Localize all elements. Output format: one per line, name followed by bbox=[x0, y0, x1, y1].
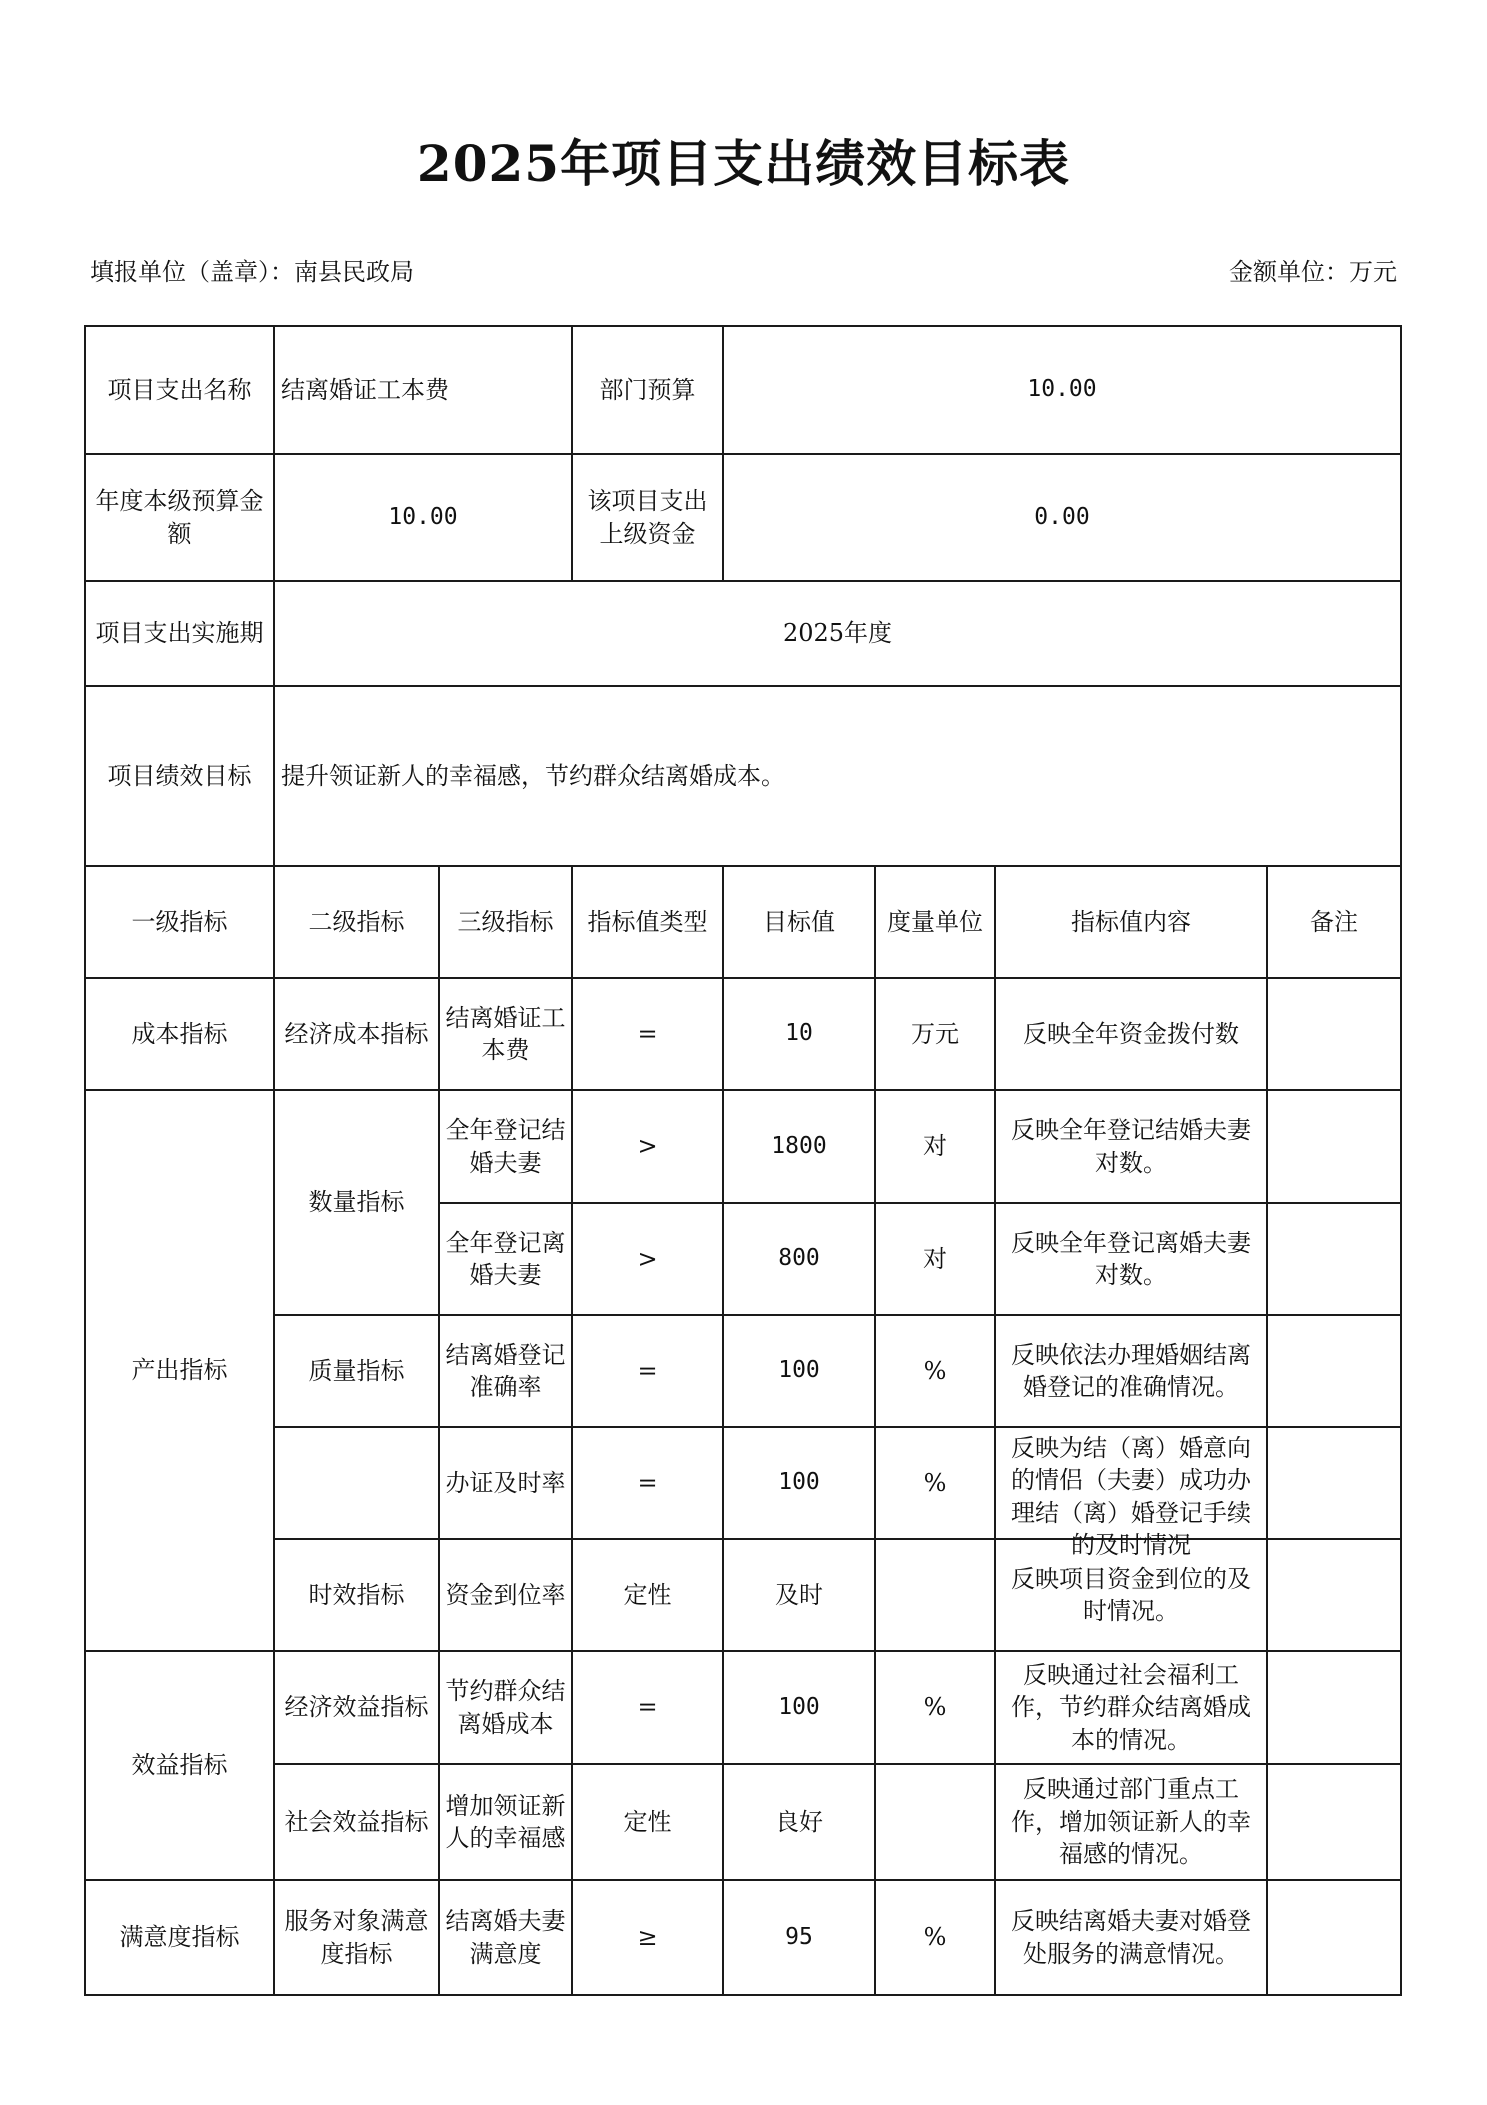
note-cell bbox=[1267, 1764, 1401, 1880]
table-row bbox=[85, 1427, 1401, 1539]
column-header-row bbox=[85, 866, 1401, 978]
column-header: 三级指标 bbox=[439, 866, 572, 978]
type-cell: > bbox=[572, 1090, 723, 1203]
note-cell bbox=[1267, 1203, 1401, 1315]
target-cell: 及时 bbox=[723, 1539, 875, 1651]
annual-budget-label: 年度本级预算金额 bbox=[85, 454, 274, 581]
performance-table bbox=[84, 325, 1402, 1996]
content-cell: 反映通过社会福利工作，节约群众结离婚成本的情况。 bbox=[995, 1651, 1267, 1764]
group-benefit: 效益指标 bbox=[85, 1651, 274, 1880]
subgroup-timeliness: 时效指标 bbox=[274, 1539, 439, 1651]
unit-cell: % bbox=[875, 1651, 995, 1764]
column-header: 一级指标 bbox=[85, 866, 274, 978]
indicator-cell: 结离婚夫妻满意度 bbox=[439, 1880, 572, 1995]
goal-label: 项目绩效目标 bbox=[85, 686, 274, 866]
type-cell: = bbox=[572, 1427, 723, 1539]
reporting-unit: 填报单位（盖章）：南县民政局 bbox=[90, 258, 414, 286]
indicator-cell: 增加领证新人的幸福感 bbox=[439, 1764, 572, 1880]
indicator-cell: 资金到位率 bbox=[439, 1539, 572, 1651]
unit-cell bbox=[875, 1539, 995, 1651]
amount-unit: 金额单位：万元 bbox=[1229, 258, 1397, 286]
type-cell: = bbox=[572, 1651, 723, 1764]
content-cell: 反映全年登记离婚夫妻对数。 bbox=[995, 1203, 1267, 1315]
target-cell: 100 bbox=[723, 1427, 875, 1539]
unit-cell: % bbox=[875, 1315, 995, 1427]
project-name-label: 项目支出名称 bbox=[85, 326, 274, 454]
table-row bbox=[85, 1651, 1401, 1764]
target-cell: 1800 bbox=[723, 1090, 875, 1203]
content-cell: 反映全年登记结婚夫妻对数。 bbox=[995, 1090, 1267, 1203]
type-cell: ≥ bbox=[572, 1880, 723, 1995]
indicator-cell: 办证及时率 bbox=[439, 1427, 572, 1539]
note-cell bbox=[1267, 978, 1401, 1090]
note-cell bbox=[1267, 1539, 1401, 1651]
note-cell bbox=[1267, 1090, 1401, 1203]
content-cell bbox=[995, 1427, 1267, 1560]
project-name-value: 结离婚证工本费 bbox=[274, 326, 572, 454]
dept-budget-value: 10.00 bbox=[723, 326, 1401, 454]
unit-cell: 对 bbox=[875, 1203, 995, 1315]
superior-funds-label: 该项目支出上级资金 bbox=[572, 454, 723, 581]
group-output: 产出指标 bbox=[85, 1090, 274, 1651]
table-row bbox=[85, 1764, 1401, 1880]
indicator-cell: 全年登记结婚夫妻 bbox=[439, 1090, 572, 1203]
subgroup-economic-benefit: 经济效益指标 bbox=[274, 1651, 439, 1764]
indicator-cell: 全年登记离婚夫妻 bbox=[439, 1203, 572, 1315]
target-cell: 95 bbox=[723, 1880, 875, 1995]
table-row bbox=[85, 1090, 1401, 1203]
content-cell: 反映通过部门重点工作，增加领证新人的幸福感的情况。 bbox=[995, 1764, 1267, 1880]
table-row bbox=[85, 1539, 1401, 1651]
period-label: 项目支出实施期 bbox=[85, 581, 274, 686]
summary-row-goal bbox=[85, 686, 1401, 866]
table-row bbox=[85, 1315, 1401, 1427]
superior-funds-value: 0.00 bbox=[723, 454, 1401, 581]
type-cell: > bbox=[572, 1203, 723, 1315]
subgroup-service-satisfaction: 服务对象满意度指标 bbox=[274, 1880, 439, 1995]
column-header: 二级指标 bbox=[274, 866, 439, 978]
unit-cell: 万元 bbox=[875, 978, 995, 1090]
unit-cell: 对 bbox=[875, 1090, 995, 1203]
unit-cell: % bbox=[875, 1880, 995, 1995]
target-cell: 良好 bbox=[723, 1764, 875, 1880]
subgroup-quality: 质量指标 bbox=[274, 1315, 439, 1427]
target-cell: 800 bbox=[723, 1203, 875, 1315]
unit-cell bbox=[875, 1764, 995, 1880]
type-cell: = bbox=[572, 1315, 723, 1427]
indicator-cell: 结离婚证工本费 bbox=[439, 978, 572, 1090]
indicator-cell: 结离婚登记准确率 bbox=[439, 1315, 572, 1427]
annual-budget-value: 10.00 bbox=[274, 454, 572, 581]
indicator-cell: 节约群众结离婚成本 bbox=[439, 1651, 572, 1764]
column-header: 度量单位 bbox=[875, 866, 995, 978]
column-header: 指标值类型 bbox=[572, 866, 723, 978]
subgroup-economic-cost: 经济成本指标 bbox=[274, 978, 439, 1090]
summary-row-period bbox=[85, 581, 1401, 686]
column-header: 备注 bbox=[1267, 866, 1401, 978]
goal-value: 提升领证新人的幸福感，节约群众结离婚成本。 bbox=[274, 686, 1401, 866]
target-cell: 100 bbox=[723, 1651, 875, 1764]
dept-budget-label: 部门预算 bbox=[572, 326, 723, 454]
group-cost: 成本指标 bbox=[85, 978, 274, 1090]
table-row bbox=[85, 978, 1401, 1090]
note-cell bbox=[1267, 1427, 1401, 1539]
note-cell bbox=[1267, 1651, 1401, 1764]
subgroup-quality-continued bbox=[274, 1427, 439, 1539]
content-text: 反映为结（离）婚意向的情侣（夫妻）成功办理结（离）婚登记手续的及时情况 bbox=[1011, 1434, 1251, 1560]
table-row bbox=[85, 1880, 1401, 1995]
column-header: 指标值内容 bbox=[995, 866, 1267, 978]
summary-row-budget bbox=[85, 454, 1401, 581]
type-cell: = bbox=[572, 978, 723, 1090]
period-value: 2025年度 bbox=[274, 581, 1401, 686]
unit-cell: % bbox=[875, 1427, 995, 1539]
type-cell: 定性 bbox=[572, 1539, 723, 1651]
content-cell: 反映全年资金拨付数 bbox=[995, 978, 1267, 1090]
note-cell bbox=[1267, 1880, 1401, 1995]
subgroup-social-benefit: 社会效益指标 bbox=[274, 1764, 439, 1880]
note-cell bbox=[1267, 1315, 1401, 1427]
content-cell: 反映项目资金到位的及时情况。 bbox=[995, 1539, 1267, 1651]
content-cell: 反映结离婚夫妻对婚登处服务的满意情况。 bbox=[995, 1880, 1267, 1995]
group-satisfaction: 满意度指标 bbox=[85, 1880, 274, 1995]
summary-row-name bbox=[85, 326, 1401, 454]
type-cell: 定性 bbox=[572, 1764, 723, 1880]
content-cell: 反映依法办理婚姻结离婚登记的准确情况。 bbox=[995, 1315, 1267, 1427]
column-header: 目标值 bbox=[723, 866, 875, 978]
page-title: 2025年项目支出绩效目标表 bbox=[416, 134, 1071, 193]
subgroup-quantity: 数量指标 bbox=[274, 1090, 439, 1315]
target-cell: 10 bbox=[723, 978, 875, 1090]
target-cell: 100 bbox=[723, 1315, 875, 1427]
